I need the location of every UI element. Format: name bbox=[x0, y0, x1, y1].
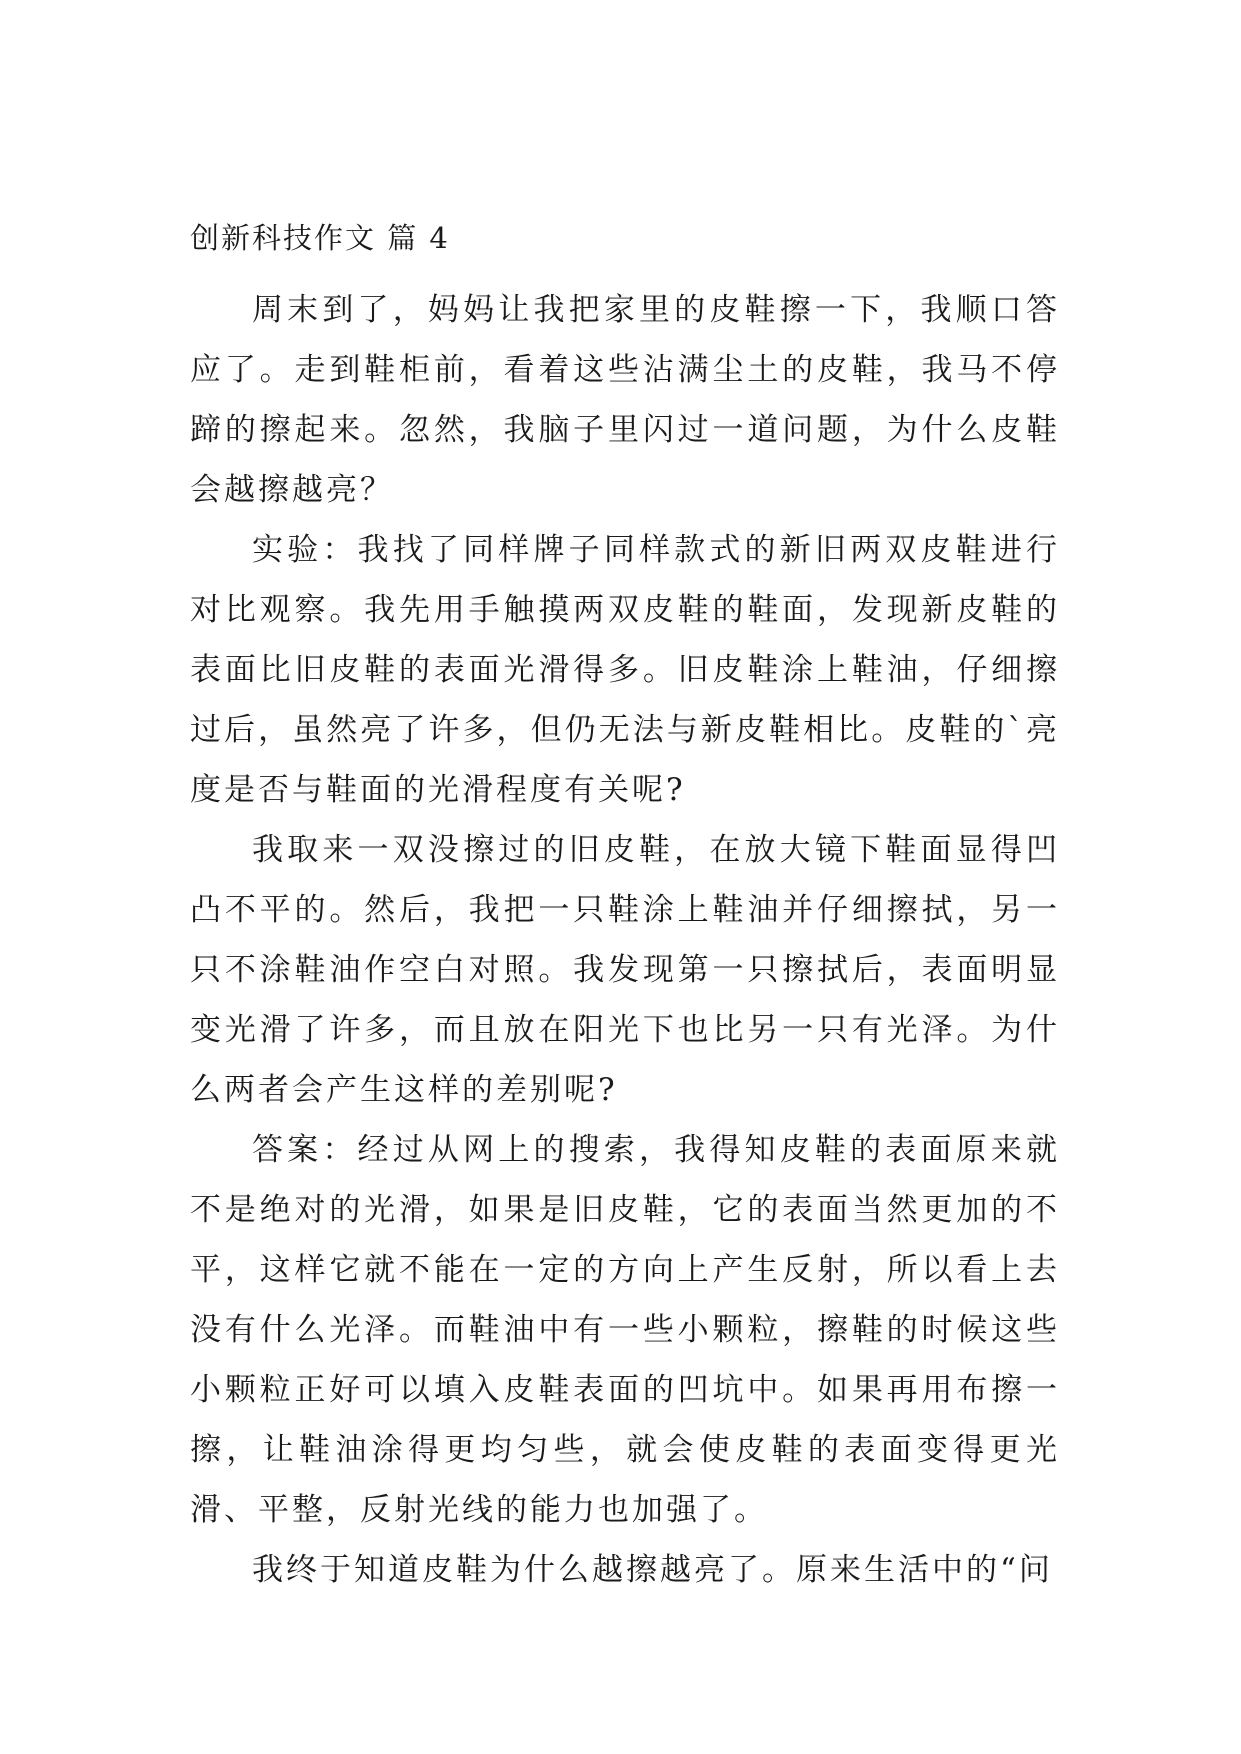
paragraph-1: 周末到了，妈妈让我把家里的皮鞋擦一下，我顺口答应了。走到鞋柜前，看着这些沾满尘土的皮鞋，我马不停蹄的擦起来。忽然，我脑子里闪过一道问题，为什么皮鞋会越擦越亮？ bbox=[190, 292, 1060, 508]
document-title: 创新科技作文 篇 4 bbox=[190, 221, 450, 255]
paragraph-2: 实验：我找了同样牌子同样款式的新旧两双皮鞋进行对比观察。我先用手触摸两双皮鞋的鞋面，发现新皮鞋的表面比旧皮鞋的表面光滑得多。旧皮鞋涂上鞋油，仔细擦过后，虽然亮了许多，但仍无法与新皮鞋相比。皮鞋的`亮度是否与鞋面的光滑程度有关呢? bbox=[190, 532, 1060, 808]
paragraph-3: 我取来一双没擦过的旧皮鞋，在放大镜下鞋面显得凹凸不平的。然后，我把一只鞋涂上鞋油并仔细擦拭，另一只不涂鞋油作空白对照。我发现第一只擦拭后，表面明显变光滑了许多，而且放在阳光下也比另一只有光泽。为什么两者会产生这样的差别呢? bbox=[190, 832, 1060, 1108]
paragraph-5: 我终于知道皮鞋为什么越擦越亮了。原来生活中的“问 bbox=[252, 1552, 1053, 1588]
document-body bbox=[190, 218, 1060, 1600]
paragraph-4: 答案：经过从网上的搜索，我得知皮鞋的表面原来就不是绝对的光滑，如果是旧皮鞋，它的表面当然更加的不平，这样它就不能在一定的方向上产生反射，所以看上去没有什么光泽。而鞋油中有一些小颗粒，擦鞋的时候这些小颗粒正好可以填入皮鞋表面的凹坑中。如果再用布擦一擦，让鞋油涂得更均匀些，就会使皮鞋的表面变得更光滑、平整，反射光线的能力也加强了。 bbox=[190, 1132, 1060, 1528]
